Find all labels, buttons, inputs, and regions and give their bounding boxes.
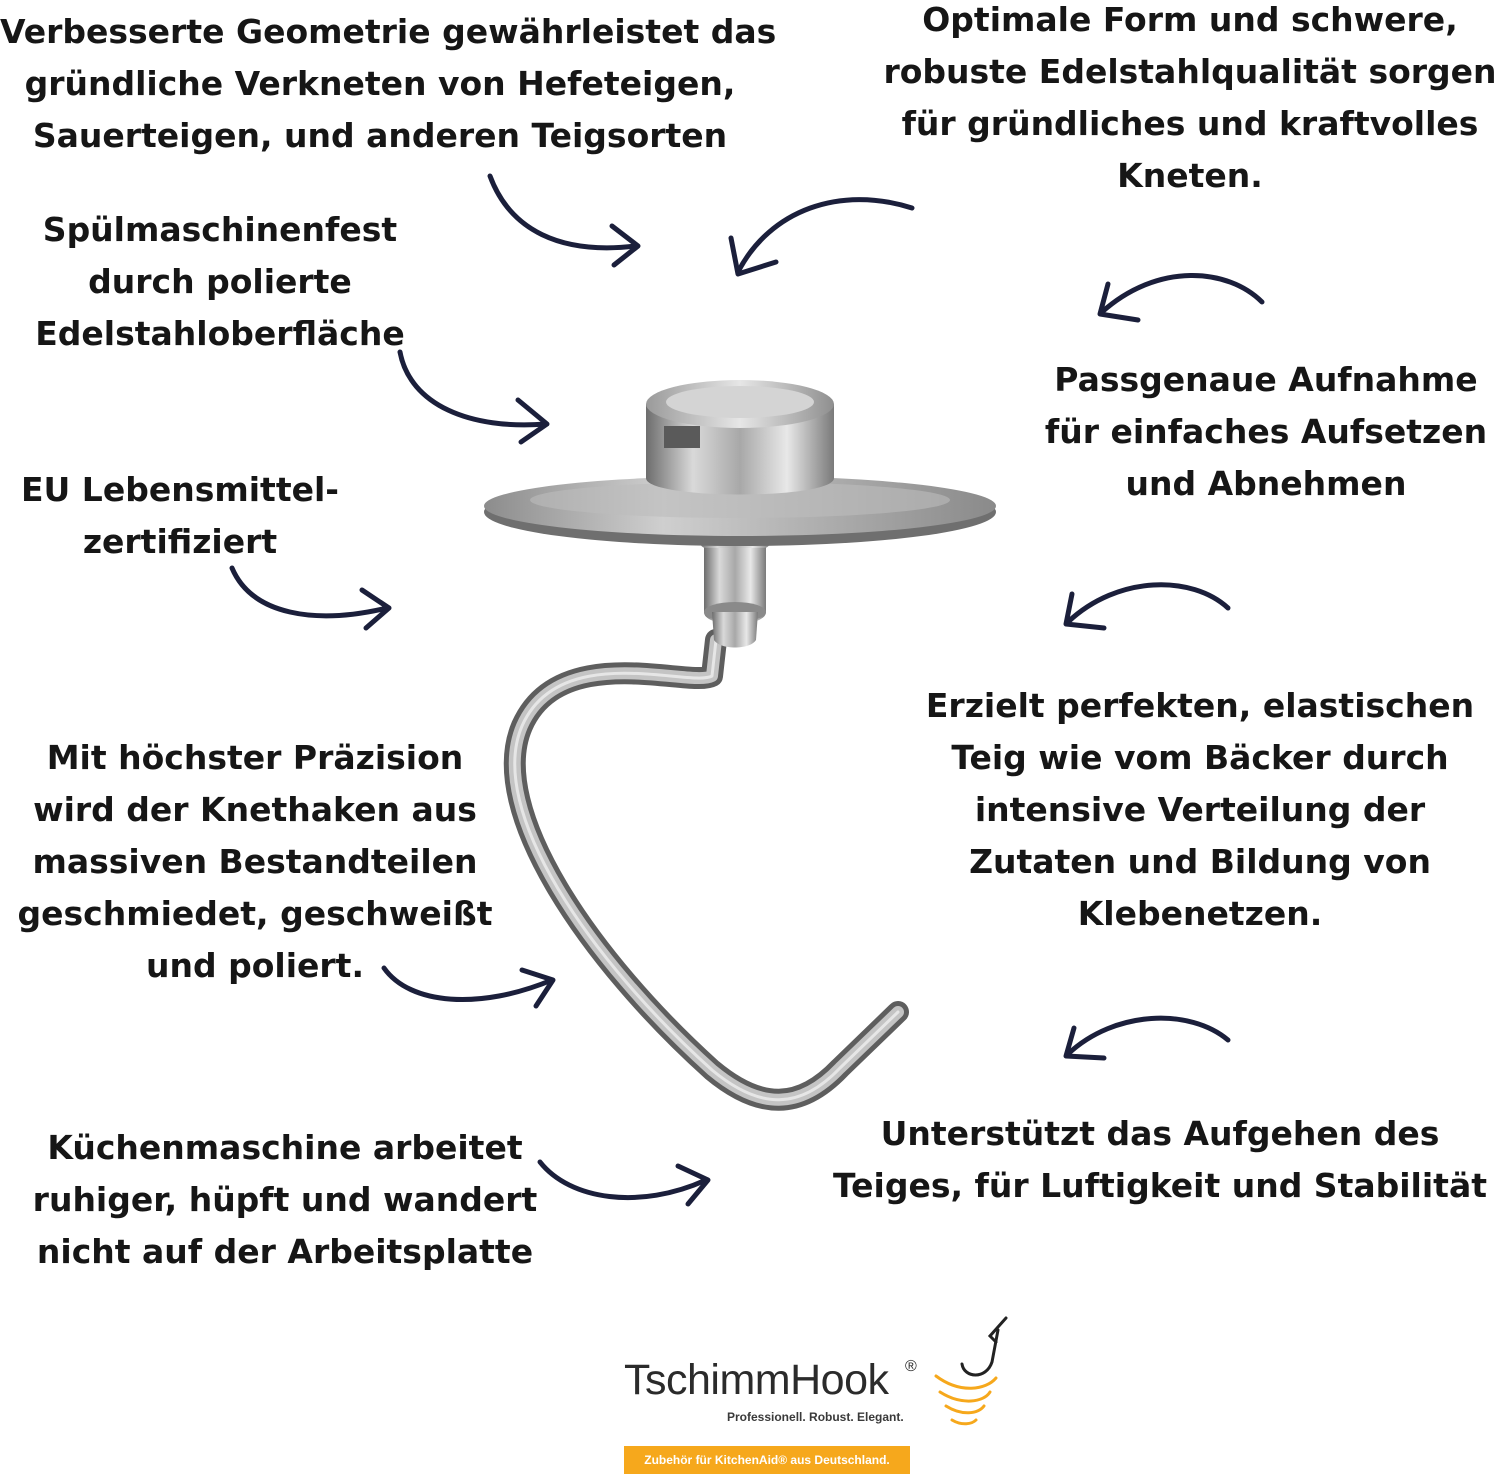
- callout-rising: Unterstützt das Aufgehen des Teiges, für Luftigkeit und Stabilität: [833, 1114, 1487, 1205]
- arrow-icon: [1100, 275, 1262, 320]
- brand-banner: Zubehör für KitchenAid® aus Deutschland.: [624, 1446, 910, 1474]
- arrow-icon: [540, 1162, 708, 1204]
- callout-fit: Passgenaue Aufnahme für einfaches Aufsetzen und Abnehmen: [1044, 360, 1488, 503]
- callout-eu: EU Lebensmittel- zertifiziert: [20, 470, 339, 561]
- callout-dough: Erzielt perfekten, elastischen Teig wie vom Bäcker durch intensive Verteilung der Zutaten und Bildung von Klebenetzen.: [925, 686, 1475, 933]
- arrow-icon: [1066, 585, 1228, 628]
- callout-dishwasher: Spülmaschinenfest durch polierte Edelstahloberfläche: [35, 210, 405, 353]
- callout-form: Optimale Form und schwere, robuste Edelstahlqualität sorgen für gründliches und kraftvolles Kneten.: [883, 0, 1497, 195]
- brand-name: TschimmHook: [624, 1356, 889, 1404]
- brand-tagline: Professionell. Robust. Elegant.: [727, 1410, 904, 1424]
- brand-registered-mark: ®: [905, 1358, 917, 1375]
- callout-geometry: Verbesserte Geometrie gewährleistet das gründliche Verkneten von Hefeteigen, Sauerteigen, und anderen Teigsorten: [0, 12, 777, 155]
- callout-precision: Mit höchster Präzision wird der Knethaken aus massiven Bestandteilen geschmiedet, geschweißt und poliert.: [17, 738, 493, 985]
- arrow-icon: [400, 352, 547, 442]
- tschimmhook-logo-icon: [936, 1318, 1006, 1424]
- arrow-icon: [232, 568, 389, 628]
- arrow-icon: [1066, 1018, 1228, 1058]
- arrow-icon: [490, 176, 638, 265]
- callout-quiet: Küchenmaschine arbeitet ruhiger, hüpft und wandert nicht auf der Arbeitsplatte: [32, 1128, 538, 1271]
- arrow-icon: [731, 200, 912, 274]
